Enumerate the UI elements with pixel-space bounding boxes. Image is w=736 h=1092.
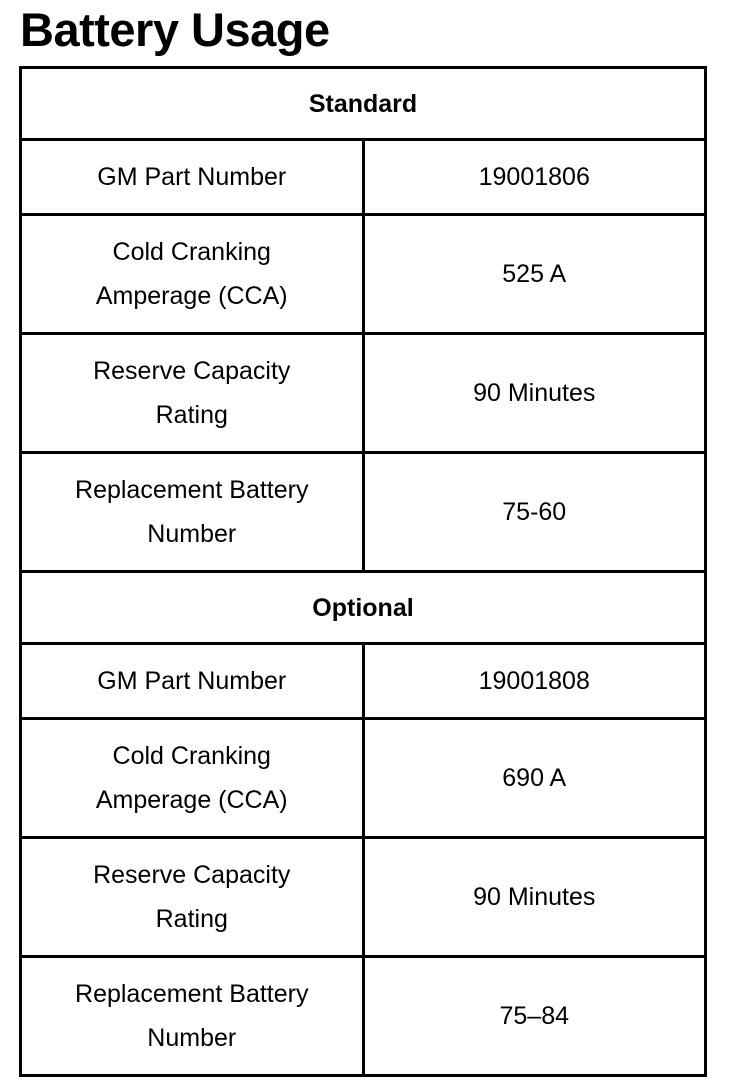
row-label-line: Rating (155, 401, 228, 429)
row-value: 19001808 (363, 644, 706, 719)
table-row (21, 453, 706, 572)
row-label-line: Amperage (CCA) (95, 282, 288, 310)
row-label (21, 719, 364, 838)
battery-usage-table (19, 66, 707, 1077)
table-row (21, 215, 706, 334)
table-row (21, 957, 706, 1076)
row-label-line: Cold Cranking (112, 238, 271, 266)
row-value: 90 Minutes (363, 334, 706, 453)
row-label-line: Number (147, 520, 237, 548)
row-value: 525 A (363, 215, 706, 334)
row-label (21, 838, 364, 957)
table-row (21, 644, 706, 719)
row-value: 690 A (363, 719, 706, 838)
table-row (21, 838, 706, 957)
section-header-row (21, 68, 706, 140)
row-label-line: Number (147, 1024, 237, 1052)
row-label-line: Replacement Battery (75, 980, 309, 1008)
row-label (21, 957, 364, 1076)
row-label-line: Reserve Capacity (93, 861, 291, 889)
section-heading-standard: Standard (21, 68, 706, 140)
row-label-line: Reserve Capacity (93, 357, 291, 385)
row-label (21, 215, 364, 334)
row-label: GM Part Number (21, 644, 364, 719)
section-header-row (21, 572, 706, 644)
row-label-line: Cold Cranking (112, 742, 271, 770)
row-label (21, 334, 364, 453)
table-row (21, 334, 706, 453)
row-label (21, 453, 364, 572)
table-row (21, 719, 706, 838)
table-row (21, 140, 706, 215)
row-label: GM Part Number (21, 140, 364, 215)
row-value: 75-60 (363, 453, 706, 572)
page-title: Battery Usage (20, 3, 330, 56)
row-value: 19001806 (363, 140, 706, 215)
row-value: 90 Minutes (363, 838, 706, 957)
row-label-line: Replacement Battery (75, 476, 309, 504)
row-value: 75–84 (363, 957, 706, 1076)
row-label-line: Rating (155, 905, 228, 933)
section-heading-optional: Optional (21, 572, 706, 644)
row-label-line: Amperage (CCA) (95, 786, 288, 814)
